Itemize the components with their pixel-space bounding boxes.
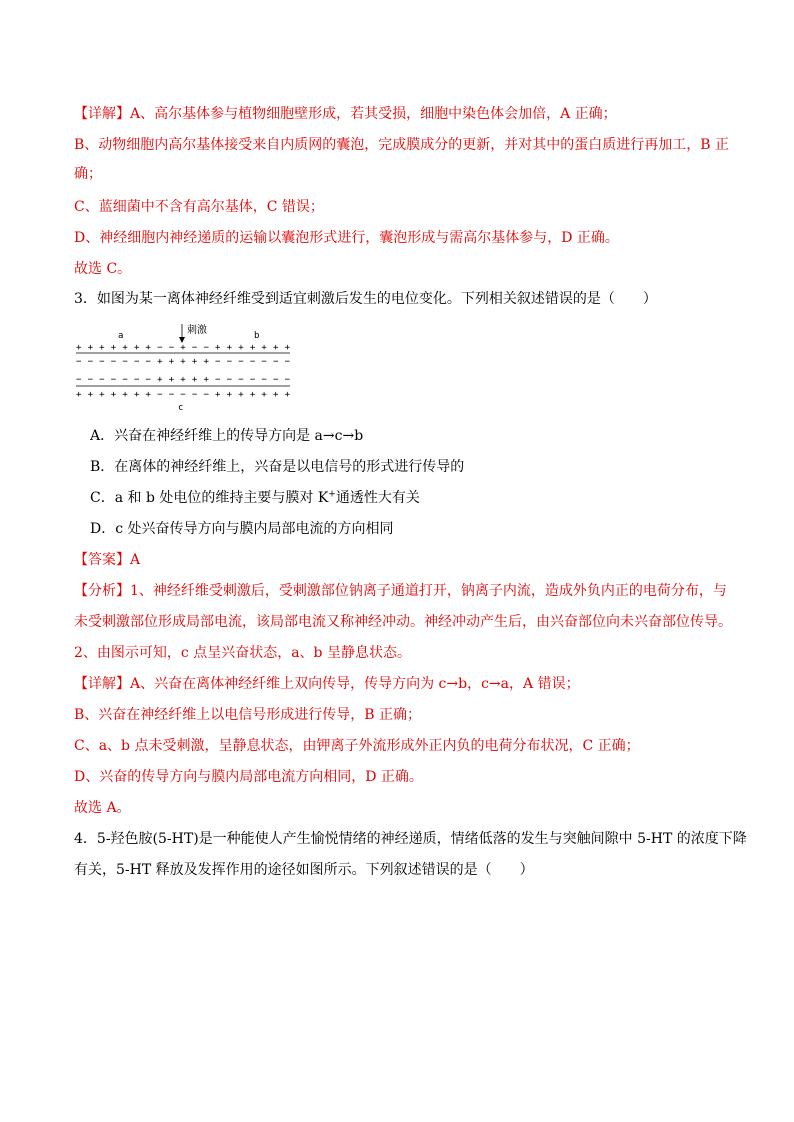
label-a: a xyxy=(118,331,124,341)
q3-option-c: C．a 和 b 处电位的维持主要与膜对 K+通透性大有关 xyxy=(90,489,420,506)
q3-option-a: A．兴奋在神经纤维上的传导方向是 a→c→b xyxy=(90,428,364,444)
label-b: b xyxy=(254,331,260,341)
q3-stem: 3．如图为某一离体神经纤维受到适宜刺激后发生的电位变化。下列相关叙述错误的是（ ） xyxy=(74,291,657,307)
q3-analysis-3: 2、由图示可知，c 点呈兴奋状态，a、b 呈静息状态。 xyxy=(74,645,411,661)
q3-answer: 【答案】A xyxy=(74,552,141,568)
nerve-fiber-diagram xyxy=(74,322,294,412)
q2-conclusion: 故选 C。 xyxy=(74,261,132,277)
q3-analysis-2: 未受刺激部位形成局部电流，该局部电流又称神经冲动。神经冲动产生后，由兴奋部位向未兴奋部位传导。 xyxy=(74,614,732,630)
q3-analysis-1: 【分析】1、神经纤维受刺激后，受刺激部位钠离子通道打开，钠离子内流，造成外负内正的电荷分布，与 xyxy=(74,583,727,599)
q2-detail-line-2: B、动物细胞内高尔基体接受来自内质网的囊泡，完成膜成分的更新，并对其中的蛋白质进行再加工，B 正 xyxy=(74,137,730,153)
q3-detail-3: C、a、b 点未受刺激，呈静息状态，由钾离子外流形成外正内负的电荷分布状况，C 正确； xyxy=(74,738,640,754)
row-outer-bottom: + + + + + + + − − − − − + + + + + + + xyxy=(76,390,290,400)
q3-option-d: D．c 处兴奋传导方向与膜内局部电流的方向相同 xyxy=(90,521,394,537)
row-inner-bottom: − − − − − − − + + + + + − − − − − − − xyxy=(76,375,290,385)
q2-detail-line-5: D、神经细胞内神经递质的运输以囊泡形式进行，囊泡形成与需高尔基体参与，D 正确。 xyxy=(74,230,619,246)
row-outer-top: + + + + + + + − − + − − + + + + + + + xyxy=(76,343,290,353)
q2-detail-line-1: 【详解】A、高尔基体参与植物细胞壁形成，若其受损，细胞中染色体会加倍，A 正确； xyxy=(74,106,617,122)
q3-option-b: B．在离体的神经纤维上，兴奋是以电信号的形式进行传导的 xyxy=(90,459,465,475)
row-inner-top: − − − − − − − + + + + + − − − − − − − xyxy=(76,357,290,367)
q3-detail-1: 【详解】A、兴奋在离体神经纤维上双向传导，传导方向为 c→b，c→a，A 错误； xyxy=(74,676,580,692)
q3-detail-2: B、兴奋在神经纤维上以电信号形成进行传导，B 正确； xyxy=(74,707,422,723)
q4-stem-line-1: 4．5-羟色胺(5-HT)是一种能使人产生愉悦情绪的神经递质，情绪低落的发生与突触间隙中 5-HT 的浓度下降 xyxy=(74,831,747,847)
q3-detail-4: D、兴奋的传导方向与膜内局部电流方向相同，D 正确。 xyxy=(74,769,423,785)
stimulus-label: 刺激 xyxy=(187,325,207,336)
label-c: c xyxy=(178,403,184,412)
q2-detail-line-3: 确； xyxy=(74,166,102,182)
q4-stem-line-2: 有关，5-HT 释放及发挥作用的途径如图所示。下列叙述错误的是（ ） xyxy=(74,862,534,878)
q2-detail-line-4: C、蓝细菌中不含有高尔基体，C 错误； xyxy=(74,199,324,215)
q3-conclusion: 故选 A。 xyxy=(74,800,131,816)
